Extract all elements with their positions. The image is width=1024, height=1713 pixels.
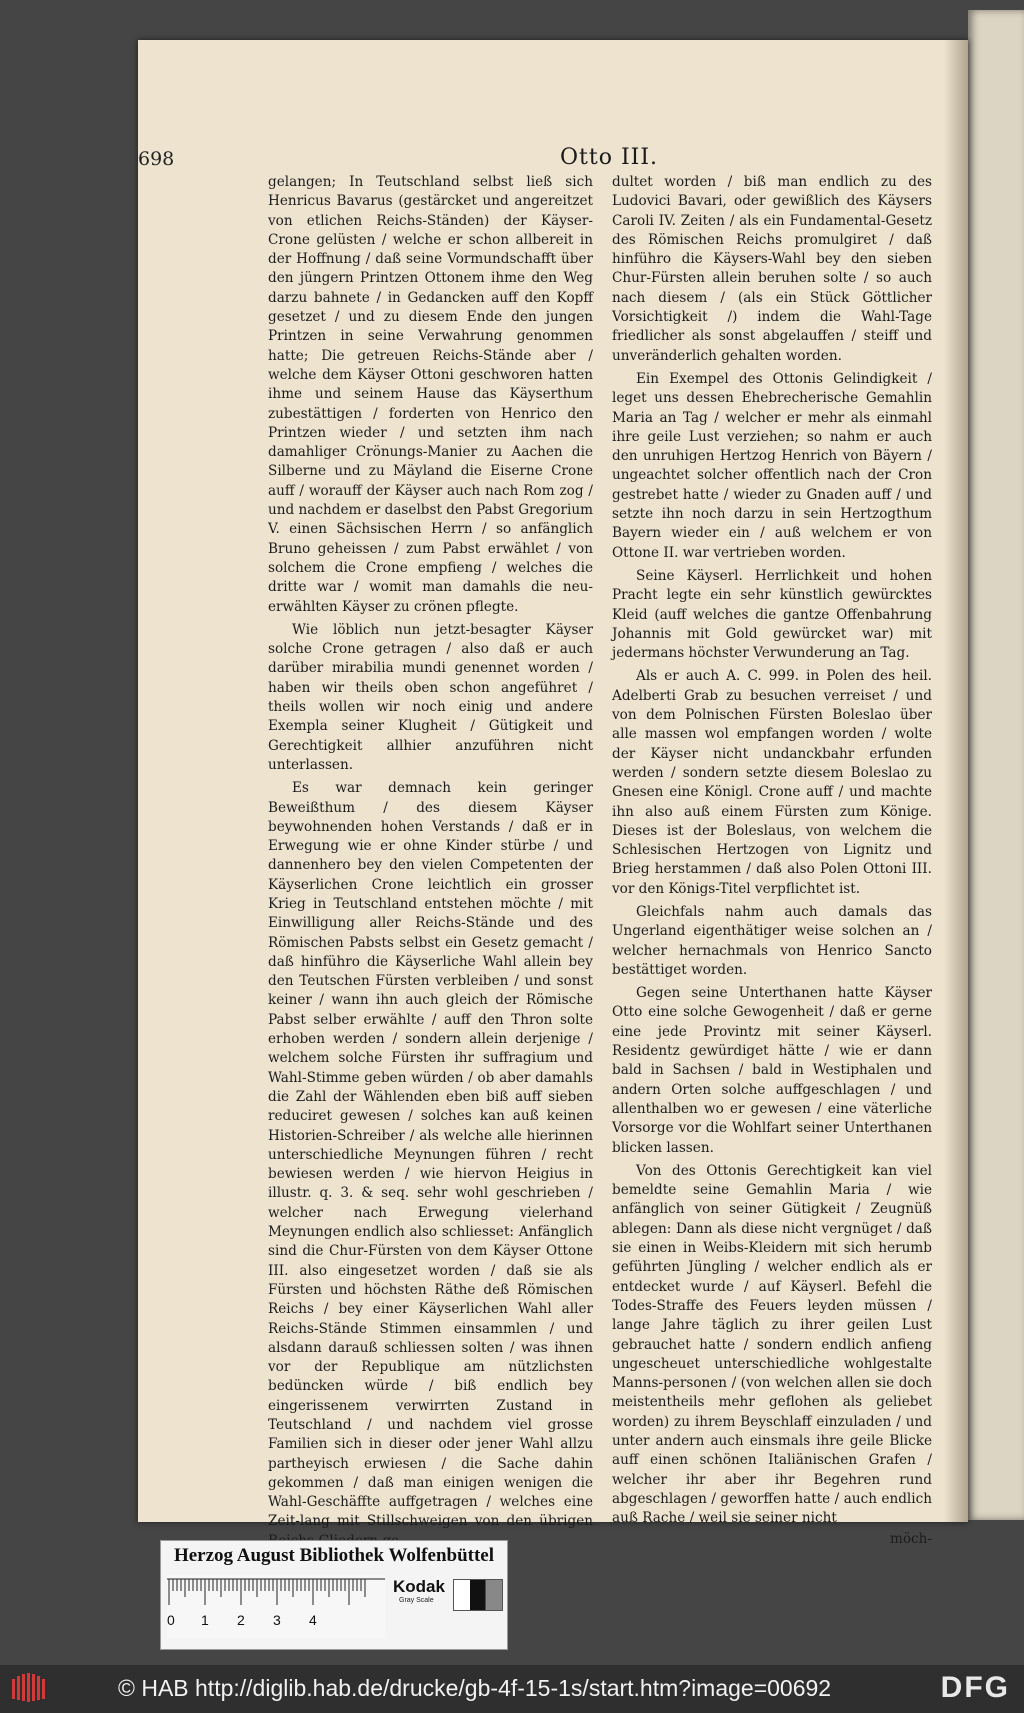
ruler-label-3: 3 bbox=[273, 1612, 281, 1628]
ruler-label-2: 2 bbox=[237, 1612, 245, 1628]
target-title: Herzog August Bibliothek Wolfenbüttel bbox=[173, 1545, 495, 1566]
paragraph: Wie löblich nun jetzt-besagter Käyser solche Crone getragen / also daß er auch darüber mirabilia mundi genennet worden / haben wir theils oben schon angeführet / theils wollen wir noch einig und andere Exempla seiner Klugheit / Gütigkeit und Gerechtigkeit allhier anzuführen nicht unterlassen. bbox=[268, 621, 593, 773]
right-text-column bbox=[612, 173, 932, 1550]
ruler-label-4: 4 bbox=[309, 1612, 317, 1628]
ruler-scale bbox=[167, 1575, 385, 1639]
kodak-subtitle: Gray Scale bbox=[399, 1597, 434, 1604]
paragraph: Gleichfals nahm auch damals das Ungerland eigenthätiger weise solchen an / welcher hernachmals von Henrico Sancto bestättiget worden. bbox=[612, 903, 932, 978]
paragraph: Es war demnach kein geringer Beweißthum / des diesem Käyser beywohnenden hohen Verstands / daß er in Erwegung wie er ohne Kinder stürbe / und dannenhero bey den vielen Competenten der Käyserlichen Crone leichtlich ein grosser Krieg in Teutschland entstehen möchte / mit Einwilligung aller Reichs-Stände und des Römischen Pabsts selbst ein Gesetz gemacht / daß hinführo die Käyserliche Wahl allein bey den Teutschen Fürsten verbleiben / und sonst keiner / wann ihn auch gleich der Römische Pabst selber erwählte / auff den Thron solte erhoben werden / sondern allein derjenige / welchem solche Fürsten ihr suffragium und Wahl-Stimme geben würden / ob aber damahls die Zahl der Wählenden eben biß auff sieben reduciret gewesen / solches kan auß keinen Historien-Schreiber / als welche alle hierinnen unterschiedliche Meynungen führen / recht bewiesen werden / wie hiervon Heigius in illustr. q. 3. & seq. sehr wohl geschrieben / welcher nach Erwegung vielerhand Meynungen endlich also schliesset: Anfänglich sind die Chur-Fürsten von dem Käyser Ottone III. also eingesetzet worden / daß sie als Fürsten und höchsten Räthe deß Römischen Reichs / bey einer Käyserlichen Wahl aller Reichs-Stände Stimmen einsammlen / und alsdann darauß schliessen solten / was ihnen vor der Republique am nützlichsten bedüncken würde / biß endlich bey eingerissenem verwirrten Zustand in Teutschland / und nachdem viel grosse Familien sich in dieser oder jener Wahl allzu partheyisch erwiesen / die Sache dahin gekommen / daß man einigen wenigen die Wahl-Geschäffte auffgetragen / welches eine Zeit-lang mit Stillschweigen von den übrigen bbox=[268, 780, 593, 1530]
page-gutter-shadow bbox=[944, 40, 968, 1522]
footer-bar bbox=[0, 1665, 1024, 1713]
left-text-column bbox=[268, 173, 593, 1555]
page-number: 698 bbox=[138, 148, 175, 170]
paragraph: dultet worden / biß man endlich zu des Ludovici Bavari, oder gewißlich des Käysers Caroli IV. Zeiten / als ein Fundamental-Gesetz des Römischen Reichs promulgiret / daß hinführo die Käysers-Wahl bey den sieben Chur-Fürsten allein beruhen solte / so auch nach diesem / (als ein Stück Göttlicher Vorsichtigkeit /) indem die Wahl-Tage friedlicher als sonst abgelauffen / steiff und unveränderlich gehalten worden. bbox=[612, 174, 932, 364]
dfg-logo: DFG bbox=[940, 1671, 1010, 1704]
paragraph: Ein Exempel des Ottonis Gelindigkeit / leget uns dessen Ehebrecherische Gemahlin Maria an Tag / welcher er mehr als einmahl ihre geile Lust verziehen; so nahm er auch den unruhigen Hertzog Henrich von Bäyern / ungeachtet solcher offentlich nach der Cron gestrebet hatte / wieder zu Gnaden auff / und setzte ihn noch darzu in sein Hertzogthum Bayern wieder ein / auß welchem er von Ottone II. war vertrieben worden. bbox=[612, 370, 932, 561]
adjacent-page-edge bbox=[968, 10, 1024, 1520]
paragraph: Als er auch A. C. 999. in Polen des heil. Adelberti Grab zu besuchen verreiset / und von dem Polnischen Fürsten Boleslao über alle massen wol empfangen worden / wolte der Käyser nicht undanckbahr erfunden werden / sondern setzte diesem Boleslao zu Gnesen eine Königl. Crone auff / und machte ihn also auß einem Fürsten zum Könige. Dieses ist der Boleslaus, von welchem die Schlesischen Hertzogen von Lignitz und Brieg herstammen / daß also Polen Ottoni III. vor den Königs-Titel verpflichtet ist. bbox=[612, 668, 932, 897]
gray-swatch bbox=[453, 1579, 503, 1611]
running-title: Otto III. bbox=[560, 145, 659, 170]
color-target-card bbox=[160, 1540, 508, 1650]
kodak-brand: Kodak bbox=[393, 1577, 445, 1596]
paragraph: Seine Käyserl. Herrlichkeit und hohen Pracht legte ein sehr künstlich gewürcktes Kleid (auff welches die gantze Offenbahrung Johannis mit Gold gewürcket war) mit jedermans höchster Verwunderung an Tag. bbox=[612, 567, 932, 662]
ruler-label-0: 0 bbox=[167, 1612, 175, 1628]
paragraph: Von des Ottonis Gerechtigkeit kan viel bemeldte seine Gemahlin Maria / wie anfänglich von seiner Gütigkeit / Zeugnüß ablegen: Dann als diese nicht vergnüget / daß sie einen in Weibs-Kleidern mit sich herumb geführten Jüngling / welcher endlich als er entdecket wurde / auf Käyserl. Befehl die Todes-Straffe des Feuers leyden müssen / lange Jahre täglich zu ihrer geilen Lust gebrauchet hatte / sondern endlich anfieng ungescheuet unterschiedliche wohlgestalte Manns-personen / (von welchen allen sie doch meistentheils mehr geflohen als geliebet worden) zu ihrem Beyschlaff einzuladen / und unter andern auch einsmals ihre geile Blicke auff einen schönen Italiänischen Grafen / welcher ihr aber ihr Begehren rund abgeschlagen / geworffen hatte / auch endlich auß Rache / weil sie seiner nicht bbox=[612, 1162, 932, 1527]
paragraph: Gegen seine Unterthanen hatte Käyser Otto eine solche Gewogenheit / daß er gerne eine jede Provintz mit seiner Käyserl. Residentz gewürdiget hätte / wie er dann bald in Sachsen / bald in Westiphalen und andern Orten solche auffgeschlagen / und allenthalben wo er gewesen / eine väterliche Vorsorge vor die Wohlfart seiner Unterthanen blicken lassen. bbox=[612, 985, 932, 1156]
footer-copyright-url[interactable]: © HAB http://diglib.hab.de/drucke/gb-4f-15-1s/start.htm?image=00692 bbox=[118, 1675, 832, 1701]
ruler-label-1: 1 bbox=[201, 1612, 209, 1628]
hab-logo-icon bbox=[12, 1673, 48, 1703]
paragraph: gelangen; In Teutschland selbst ließ sich Henricus Bavarus (gestärcket und angereitzet von etlichen Reichs-Ständen) der Käyser-Crone gelüsten / welche er schon allbereit in der Hoffnung / daß seine Vormundschafft über den jüngern Printzen Ottonem ihme den Weg darzu bahnete / in Gedancken auff den Kopff gesetzet / und zu diesem Ende den jungen Printzen in seine Verwahrung genommen hatte; Die getreuen Reichs-Stände aber / welche dem Käyser Ottoni geschworen hatten ihme und seinem Hause das Käyserthum zubestättigen / forderten von Henrico den Printzen wieder / und setzten ihm nach damahliger Crönungs-Manier zu Aachen die Silberne und zu Mäyland die Eiserne Crone auff / worauff der Käyser auch nach Rom zog / und nachdem er daselbst den Pabst Gregorium V. einen Sächsischen Herrn / so anfänglich Bruno geheissen / zum Pabst erwählet / von solchem die Crone empfieng / welches die dritte war / womit man damahls die neu-erwählten Käyser zu crönen pflegte. bbox=[268, 174, 593, 615]
catchword: möch- bbox=[889, 1531, 932, 1548]
kodak-label bbox=[393, 1577, 453, 1613]
